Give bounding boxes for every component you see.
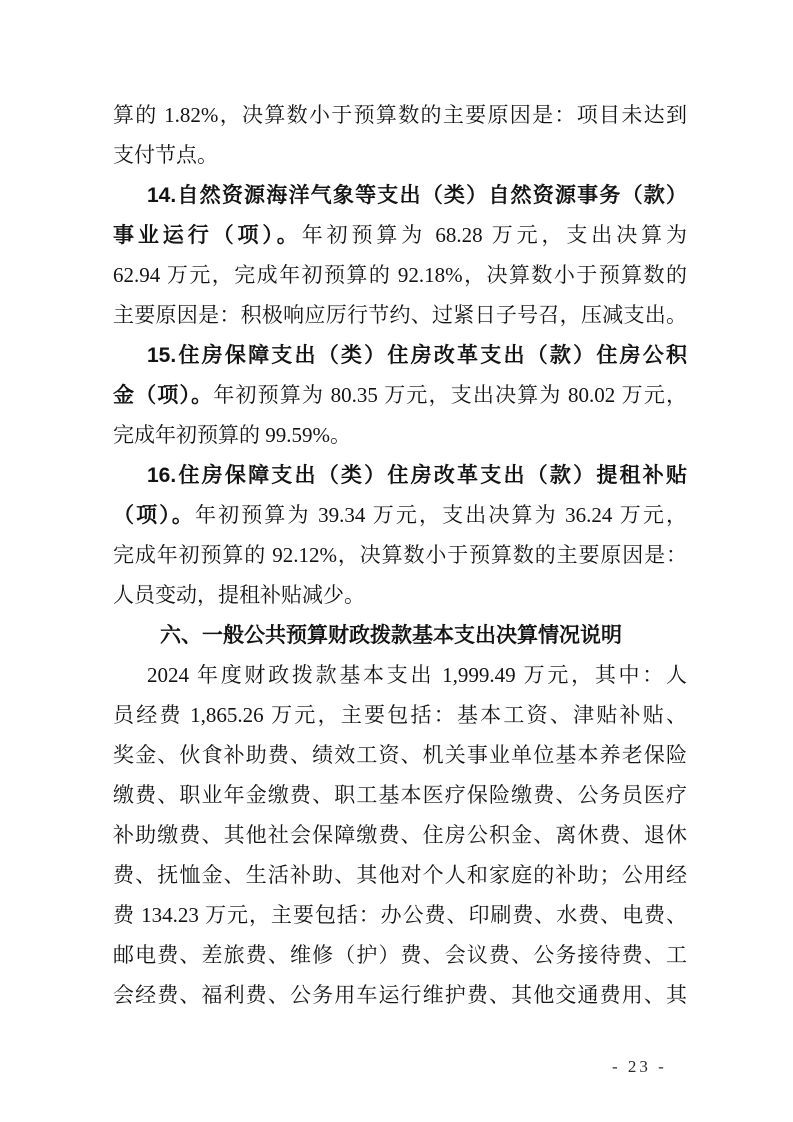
text-segment: 年初预算为 39.34 万元，支出决算为 36.24 万元，	[195, 503, 688, 527]
text-line	[113, 175, 687, 215]
text-line	[113, 855, 687, 895]
document-body	[113, 95, 687, 1015]
text-segment: 费、抚恤金、生活补助、其他对个人和家庭的补助；公用经	[113, 863, 687, 887]
bold-text-segment: 15.住房保障支出（类）住房改革支出（款）住房公积	[147, 344, 687, 367]
text-segment: 会经费、福利费、公务用车运行维护费、其他交通费用、其	[113, 983, 687, 1007]
bold-text-segment: 16.住房保障支出（类）住房改革支出（款）提租补贴	[147, 464, 687, 487]
text-line	[113, 495, 687, 535]
text-line	[113, 775, 687, 815]
text-segment: 费 134.23 万元，主要包括：办公费、印刷费、水费、电费、	[113, 903, 687, 927]
text-segment: 缴费、职业年金缴费、职工基本医疗保险缴费、公务员医疗	[113, 783, 687, 807]
text-segment: 完成年初预算的 92.12%，决算数小于预算数的主要原因是：	[113, 543, 687, 567]
text-segment: 2024 年度财政拨款基本支出 1,999.49 万元，其中：人	[147, 663, 687, 687]
text-line	[113, 415, 687, 455]
text-line	[113, 215, 687, 255]
text-line	[113, 535, 687, 575]
text-line	[113, 975, 687, 1015]
bold-text-segment: 六、一般公共预算财政拨款基本支出决算情况说明	[160, 624, 622, 647]
text-line	[113, 135, 687, 175]
text-segment: 年初预算为 68.28 万元，支出决算为	[301, 223, 688, 247]
bold-text-segment: （项）。	[113, 504, 196, 527]
section-heading	[113, 615, 687, 655]
page-number: - 23 -	[612, 1057, 667, 1076]
text-segment: 支付节点。	[113, 143, 218, 167]
text-segment: 员经费 1,865.26 万元，主要包括：基本工资、津贴补贴、	[113, 703, 687, 727]
text-line	[113, 335, 687, 375]
text-line	[113, 375, 687, 415]
text-segment: 主要原因是：积极响应厉行节约、过紧日子号召，压减支出。	[113, 303, 687, 327]
text-line	[113, 815, 687, 855]
text-segment: 62.94 万元，完成年初预算的 92.18%，决算数小于预算数的	[113, 263, 687, 287]
bold-text-segment: 金（项）。	[113, 384, 214, 407]
text-line	[113, 695, 687, 735]
text-line	[113, 575, 687, 615]
bold-text-segment: 事业运行（项）。	[113, 224, 302, 247]
text-line	[113, 295, 687, 335]
text-segment: 完成年初预算的 99.59%。	[113, 423, 351, 447]
text-line	[113, 655, 687, 695]
text-line	[113, 255, 687, 295]
text-segment: 年初预算为 80.35 万元，支出决算为 80.02 万元，	[213, 383, 688, 407]
text-segment: 奖金、伙食补助费、绩效工资、机关事业单位基本养老保险	[113, 743, 687, 767]
bold-text-segment: 14.自然资源海洋气象等支出（类）自然资源事务（款）	[147, 184, 687, 207]
text-line	[113, 735, 687, 775]
text-line	[113, 935, 687, 975]
text-segment: 补助缴费、其他社会保障缴费、住房公积金、离休费、退休	[113, 823, 687, 847]
text-line	[113, 95, 687, 135]
text-segment: 邮电费、差旅费、维修（护）费、会议费、公务接待费、工	[113, 943, 687, 967]
text-segment: 人员变动，提租补贴减少。	[113, 583, 365, 607]
text-segment: 算的 1.82%，决算数小于预算数的主要原因是：项目未达到	[113, 103, 687, 127]
text-line	[113, 895, 687, 935]
text-line	[113, 455, 687, 495]
